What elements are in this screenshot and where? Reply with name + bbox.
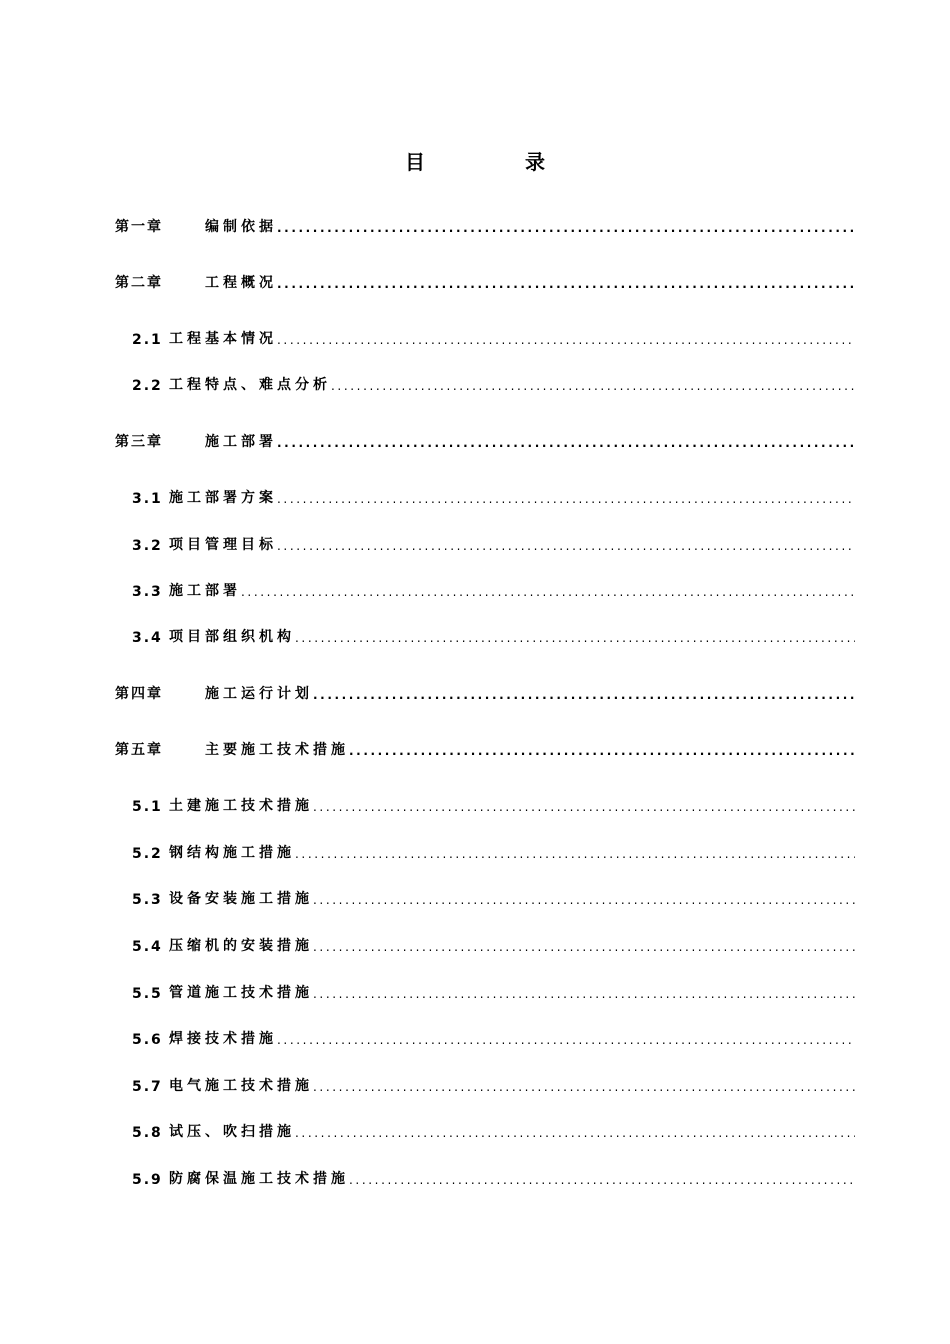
toc-entry-number: 3.4 [132, 630, 163, 646]
toc-entry[interactable] [132, 374, 855, 394]
toc-dot-leader [277, 1028, 855, 1048]
toc-dot-leader [295, 626, 855, 646]
toc-entry[interactable] [132, 1028, 855, 1048]
toc-entry-label: 钢结构施工措施 [169, 845, 295, 861]
toc-entry-label: 施工运行计划 [205, 686, 313, 702]
title-char-1: 目 [405, 150, 425, 174]
toc-entry-label: 施工部署 [169, 583, 241, 599]
toc-entry-number: 3.1 [132, 491, 163, 507]
toc-entry-label: 施工部署方案 [169, 490, 277, 506]
toc-entry-number: 5.2 [132, 846, 163, 862]
toc-dot-leader [313, 888, 855, 908]
toc-dot-leader [277, 487, 855, 507]
toc-dot-leader [313, 683, 855, 703]
toc-entry[interactable] [132, 1168, 855, 1188]
toc-dot-leader [277, 431, 855, 451]
toc-entry-number: 5.7 [132, 1079, 163, 1095]
toc-entry[interactable] [115, 739, 855, 759]
toc-entry-number: 5.8 [132, 1125, 163, 1141]
toc-dot-leader [295, 842, 855, 862]
toc-entry[interactable] [132, 1075, 855, 1095]
toc-dot-leader [277, 216, 855, 236]
toc-entry-number: 5.5 [132, 986, 163, 1002]
toc-entry-number: 3.3 [132, 584, 163, 600]
toc-dot-leader [349, 1168, 855, 1188]
toc-entry[interactable] [132, 487, 855, 507]
toc-entry[interactable] [132, 626, 855, 646]
toc-entry-label: 工程概况 [205, 275, 277, 291]
toc-dot-leader [331, 374, 855, 394]
toc-dot-leader [313, 982, 855, 1002]
toc-entry-number: 第三章 [115, 434, 163, 450]
toc-dot-leader [277, 272, 855, 292]
toc-entry-number: 5.1 [132, 799, 163, 815]
toc-entry-label: 管道施工技术措施 [169, 985, 313, 1001]
toc-entry-number: 5.3 [132, 892, 163, 908]
toc-entry-label: 编制依据 [205, 219, 277, 235]
toc-dot-leader [277, 328, 855, 348]
toc-entry-label: 防腐保温施工技术措施 [169, 1171, 349, 1187]
toc-entry-number: 5.9 [132, 1172, 163, 1188]
toc-entry-number: 2.2 [132, 378, 163, 394]
toc-entry-number: 2.1 [132, 332, 163, 348]
toc-entry[interactable] [132, 935, 855, 955]
toc-entry-label: 工程基本情况 [169, 331, 277, 347]
page-title [0, 146, 950, 175]
toc-entry[interactable] [132, 1121, 855, 1141]
toc-entry-label: 项目管理目标 [169, 537, 277, 553]
toc-dot-leader [295, 1121, 855, 1141]
toc-entry-label: 设备安装施工措施 [169, 891, 313, 907]
toc-dot-leader [313, 795, 855, 815]
toc-entry-number: 第五章 [115, 742, 163, 758]
toc-entry[interactable] [132, 328, 855, 348]
toc-entry-number: 5.6 [132, 1032, 163, 1048]
toc-dot-leader [241, 580, 855, 600]
toc-entry-label: 工程特点、难点分析 [169, 377, 331, 393]
toc-entry[interactable] [132, 534, 855, 554]
toc-entry-label: 项目部组织机构 [169, 629, 295, 645]
toc-entry-number: 第四章 [115, 686, 163, 702]
toc-entry-number: 5.4 [132, 939, 163, 955]
toc-entry-label: 主要施工技术措施 [205, 742, 349, 758]
toc-entry-label: 土建施工技术措施 [169, 798, 313, 814]
toc-entry-label: 电气施工技术措施 [169, 1078, 313, 1094]
toc-entry[interactable] [132, 580, 855, 600]
toc-entry-label: 焊接技术措施 [169, 1031, 277, 1047]
toc-entry[interactable] [115, 216, 855, 236]
toc-dot-leader [277, 534, 855, 554]
toc-entry[interactable] [115, 431, 855, 451]
toc-entry[interactable] [132, 888, 855, 908]
toc-dot-leader [313, 935, 855, 955]
toc-entry-label: 试压、吹扫措施 [169, 1124, 295, 1140]
toc-dot-leader [313, 1075, 855, 1095]
toc-entry[interactable] [115, 272, 855, 292]
toc-entry[interactable] [132, 982, 855, 1002]
toc-entry-number: 3.2 [132, 538, 163, 554]
toc-entry[interactable] [132, 842, 855, 862]
title-char-2: 录 [525, 150, 545, 174]
toc-entry-number: 第二章 [115, 275, 163, 291]
toc-entry-label: 压缩机的安装措施 [169, 938, 313, 954]
toc-entry[interactable] [132, 795, 855, 815]
toc-entry[interactable] [115, 683, 855, 703]
toc-entry-label: 施工部署 [205, 434, 277, 450]
toc-dot-leader [349, 739, 855, 759]
toc-entry-number: 第一章 [115, 219, 163, 235]
